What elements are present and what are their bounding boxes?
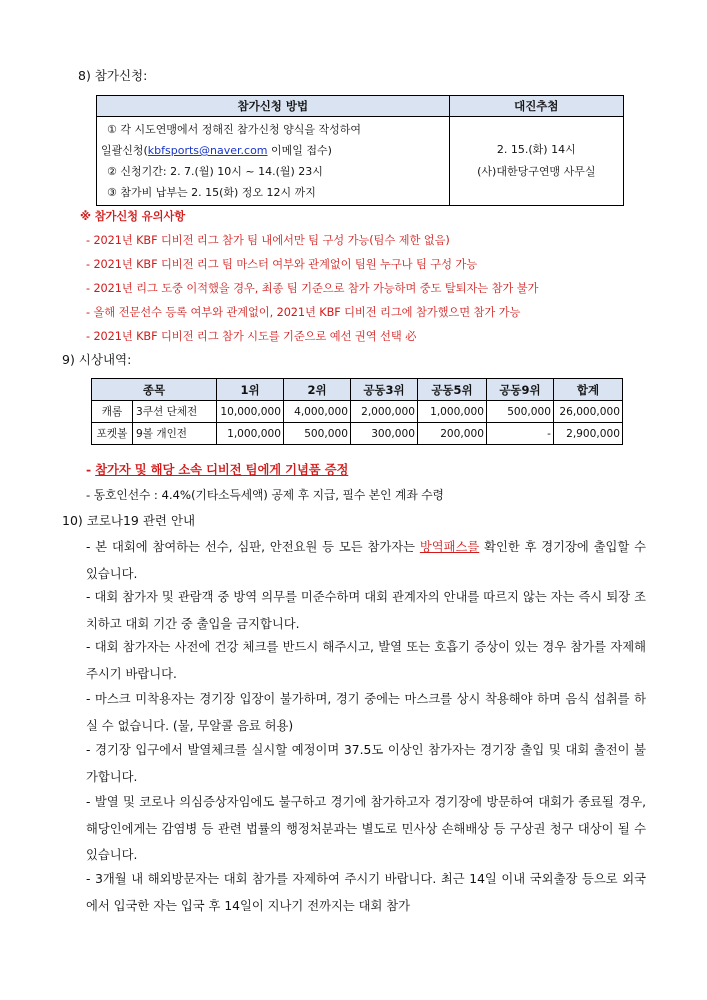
apply-line-2: 일괄신청(kbfsports@naver.com 이메일 접수) [101, 144, 332, 157]
email-link[interactable]: kbfsports@naver.com [147, 144, 268, 157]
notice-item: - 2021년 KBF 디비전 리그 참가 팀 내에서만 팀 구성 가능(팀수 제한 없음) [86, 234, 450, 247]
table-row: 포켓볼 9볼 개인전 1,000,000 500,000 300,000 200,000 - 2,900,000 [92, 423, 623, 445]
notice-item: - 2021년 KBF 디비전 리그 팀 마스터 여부와 관계없이 팀원 누구나 팀 구성 가능 [86, 258, 478, 271]
apply-line-4: ③ 참가비 납부는 2. 15(화) 정오 12시 까지 [107, 186, 316, 199]
col-9th: 공동9위 [487, 379, 554, 401]
section-8-heading: 8) 참가신청: [78, 68, 148, 83]
draw-header: 대진추첨 [449, 96, 623, 117]
prize-note-1: - 참가자 및 해당 소속 디비전 팀에게 기념품 증정 [86, 463, 349, 477]
covid-paragraph-1: - 본 대회에 참여하는 선수, 심판, 안전요원 등 모든 참가자는 방역패스를 확인한 후 경기장에 출입할 수 있습니다. [86, 540, 647, 581]
notice-item: - 올해 전문선수 등록 여부와 관계없이, 2021년 KBF 디비전 리그에 참가했으면 참가 가능 [86, 306, 521, 319]
apply-method-cell [97, 117, 450, 206]
col-2nd: 2위 [284, 379, 351, 401]
prize-table [91, 378, 623, 445]
covid-paragraph-4: - 마스크 미착용자는 경기장 입장이 불가하며, 경기 중에는 마스크를 상시 착용해야 하며 음식 섭취를 하실 수 없습니다. (물, 무알콜 음료 허용) [86, 692, 646, 733]
apply-line-3: ② 신청기간: 2. 7.(월) 10시 ~ 14.(월) 23시 [107, 165, 323, 178]
covid-paragraph-2: - 대회 참가자 및 관람객 중 방역 의무를 미준수하며 대회 관계자의 안내를 따르지 않는 자는 즉시 퇴장 조치하고 대회 기간 중 출입을 금지합니다. [86, 590, 646, 631]
covid-paragraph-5: - 경기장 입구에서 발열체크를 실시할 예정이며 37.5도 이상인 참가자는 경기장 출입 및 대회 출전이 불가합니다. [86, 743, 646, 784]
notice-item: - 2021년 리그 도중 이적했을 경우, 최종 팀 기준으로 참가 가능하며 중도 탈퇴자는 참가 불가 [86, 282, 539, 295]
prize-note-2: - 동호인선수 : 4.4%(기타소득세액) 공제 후 지급, 필수 본인 계좌 수령 [86, 488, 444, 502]
covid-paragraph-6: - 발열 및 코로나 의심증상자임에도 불구하고 경기에 참가하고자 경기장에 방문하여 대회가 종료될 경우, 해당인에게는 감염병 등 관련 법률의 행정처분과는 별도로 민사상 손해배상 등 구상권 청구 대상이 될 수 있습니다. [86, 795, 646, 862]
application-table [96, 95, 624, 206]
draw-date: 2. 15.(화) 14시 [496, 143, 576, 156]
draw-cell [449, 117, 623, 206]
notice-title: ※ 참가신청 유의사항 [80, 210, 186, 223]
col-3rd: 공동3위 [351, 379, 418, 401]
section-10-heading: 10) 코로나19 관련 안내 [62, 513, 196, 528]
col-category: 종목 [92, 379, 217, 401]
draw-place: (사)대한당구연맹 사무실 [477, 165, 596, 178]
notice-item: - 2021년 KBF 디비전 리그 참가 시도를 기준으로 예선 권역 선택 必 [86, 330, 417, 343]
section-9-heading: 9) 시상내역: [62, 352, 132, 367]
col-5th: 공동5위 [418, 379, 487, 401]
table-row: 캐롬 3쿠션 단체전 10,000,000 4,000,000 2,000,000 1,000,000 500,000 26,000,000 [92, 401, 623, 423]
apply-line-1: ① 각 시도연맹에서 정해진 참가신청 양식을 작성하여 [107, 123, 361, 136]
covid-paragraph-3: - 대회 참가자는 사전에 건강 체크를 반드시 해주시고, 발열 또는 호흡기 증상이 있는 경우 참가를 자제해 주시기 바랍니다. [86, 640, 646, 681]
apply-method-header: 참가신청 방법 [97, 96, 450, 117]
col-1st: 1위 [217, 379, 284, 401]
col-total: 합계 [554, 379, 623, 401]
covid-paragraph-7: - 3개월 내 해외방문자는 대회 참가를 자제하여 주시기 바랍니다. 최근 14일 이내 국외출장 등으로 외국에서 입국한 자는 입국 후 14일이 지나기 전까지는 대회 참가 [86, 872, 646, 913]
